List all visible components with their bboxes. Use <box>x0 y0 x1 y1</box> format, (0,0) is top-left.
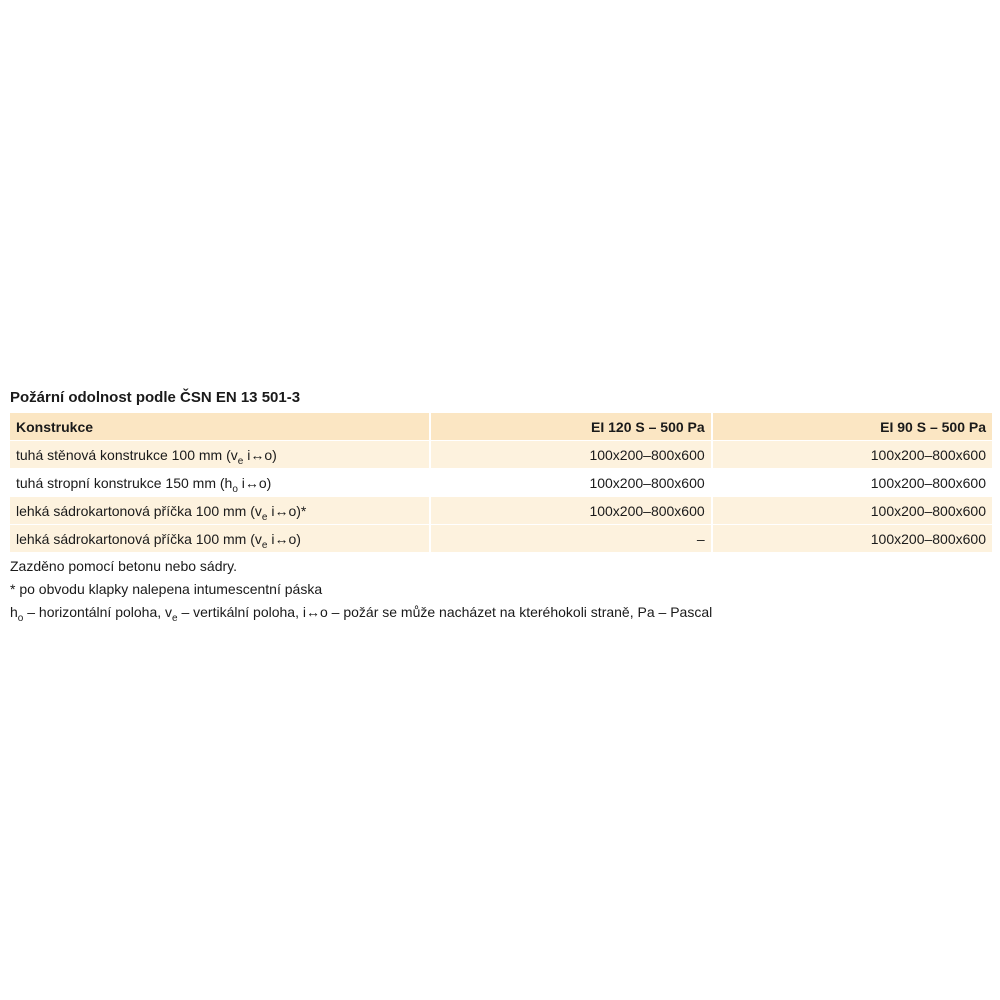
note-legend: $h_o$ – horizontální poloha, $v_e$ – vertikální poloha, i↔o – požár se může nacházet na kteréhokoli straně, Pa – Pascal <box>10 604 713 624</box>
table-row <box>10 525 992 553</box>
table-row <box>10 497 992 525</box>
construction-cell: tuhá stěnová konstrukce 100 mm ($v_e$ i↔o) <box>10 441 429 469</box>
construction-cell: lehká sádrokartonová příčka 100 mm ($v_e$ i↔o) <box>10 525 429 553</box>
ei90-cell: 100x200–800x600 <box>711 525 992 553</box>
table-row <box>10 441 992 469</box>
note-walling: Zazděno pomocí betonu nebo sádry. <box>10 558 238 574</box>
ei120-cell: 100x200–800x600 <box>429 441 710 469</box>
note-intumescent: * po obvodu klapky nalepena intumescentní páska <box>10 581 323 597</box>
footnotes <box>10 555 992 624</box>
ei120-cell: – <box>429 525 710 553</box>
table-row <box>10 469 992 497</box>
ei90-cell: 100x200–800x600 <box>711 497 992 525</box>
fire-resistance-table <box>10 413 992 553</box>
header-construction: Konstrukce <box>10 413 429 441</box>
ei90-cell: 100x200–800x600 <box>711 469 992 497</box>
header-ei120: EI 120 S – 500 Pa <box>429 413 710 441</box>
document <box>10 388 992 624</box>
table-header-row <box>10 413 992 441</box>
header-ei90: EI 90 S – 500 Pa <box>711 413 992 441</box>
construction-cell: tuhá stropní konstrukce 150 mm ($h_o$ i↔o) <box>10 469 429 497</box>
ei90-cell: 100x200–800x600 <box>711 441 992 469</box>
ei120-cell: 100x200–800x600 <box>429 469 710 497</box>
construction-cell: lehká sádrokartonová příčka 100 mm ($v_e$ i↔o)* <box>10 497 429 525</box>
ei120-cell: 100x200–800x600 <box>429 497 710 525</box>
document-title: Požární odolnost podle ČSN EN 13 501-3 <box>10 389 301 406</box>
